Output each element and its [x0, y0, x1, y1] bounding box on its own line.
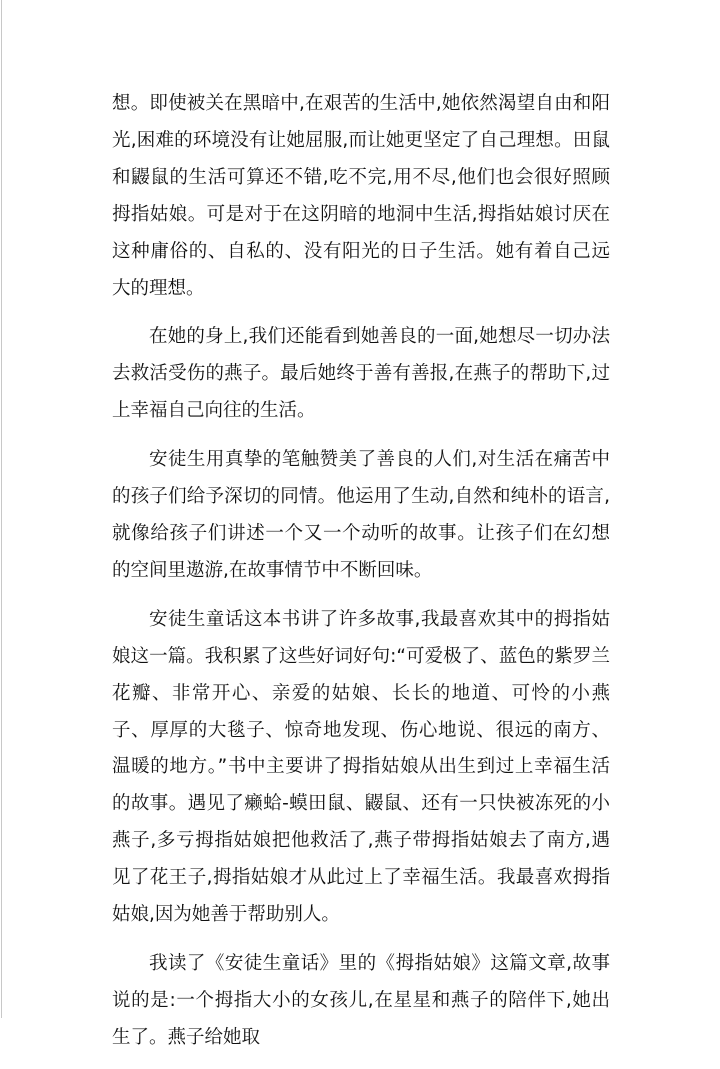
document-body: [112, 86, 610, 1069]
page-edge-rule: [1, 0, 2, 1018]
paragraph: 安徒生童话这本书讲了许多故事,我最喜欢其中的拇指姑娘这一篇。我积累了这些好词好句:“可爱极了、蓝色的紫罗兰花瓣、非常开心、亲爱的姑娘、长长的地道、可怜的小燕子、厚厚的大毯子、惊奇地发现、伤心地说、很远的南方、温暖的地方。”书中主要讲了拇指姑娘从出生到过上幸福生活的故事。遇见了癞蛤-蟆田鼠、鼹鼠、还有一只快被冻死的小燕子,多亏拇指姑娘把他救活了,燕子带拇指姑娘去了南方,遇见了花王子,拇指姑娘才从此过上了幸福生活。我最喜欢拇指姑娘,因为她善于帮助别人。: [112, 608, 610, 926]
paragraph: 在她的身上,我们还能看到她善良的一面,她想尽一切办法去救活受伤的燕子。最后她终于善有善报,在燕子的帮助下,过上幸福自己向往的生活。: [112, 326, 610, 422]
paragraph: 想。即使被关在黑暗中,在艰苦的生活中,她依然渴望自由和阳光,困难的环境没有让她屈服,而让她更坚定了自己理想。田鼠和鼹鼠的生活可算还不错,吃不完,用不尽,他们也会很好照顾拇指姑娘。可是对于在这阴暗的地洞中生活,拇指姑娘讨厌在这种庸俗的、自私的、没有阳光的日子生活。她有着自己远大的理想。: [112, 93, 610, 299]
paragraph: 安徒生用真挚的笔触赞美了善良的人们,对生活在痛苦中的孩子们给予深切的同情。他运用了生动,自然和纯朴的语言,就像给孩子们讲述一个又一个动听的故事。让孩子们在幻想的空间里遨游,在故事情节中不断回味。: [112, 449, 610, 581]
paragraph: 我读了《安徒生童话》里的《拇指姑娘》这篇文章,故事说的是:一个拇指大小的女孩儿,在星星和燕子的陪伴下,她出生了。燕子给她取: [112, 952, 610, 1048]
